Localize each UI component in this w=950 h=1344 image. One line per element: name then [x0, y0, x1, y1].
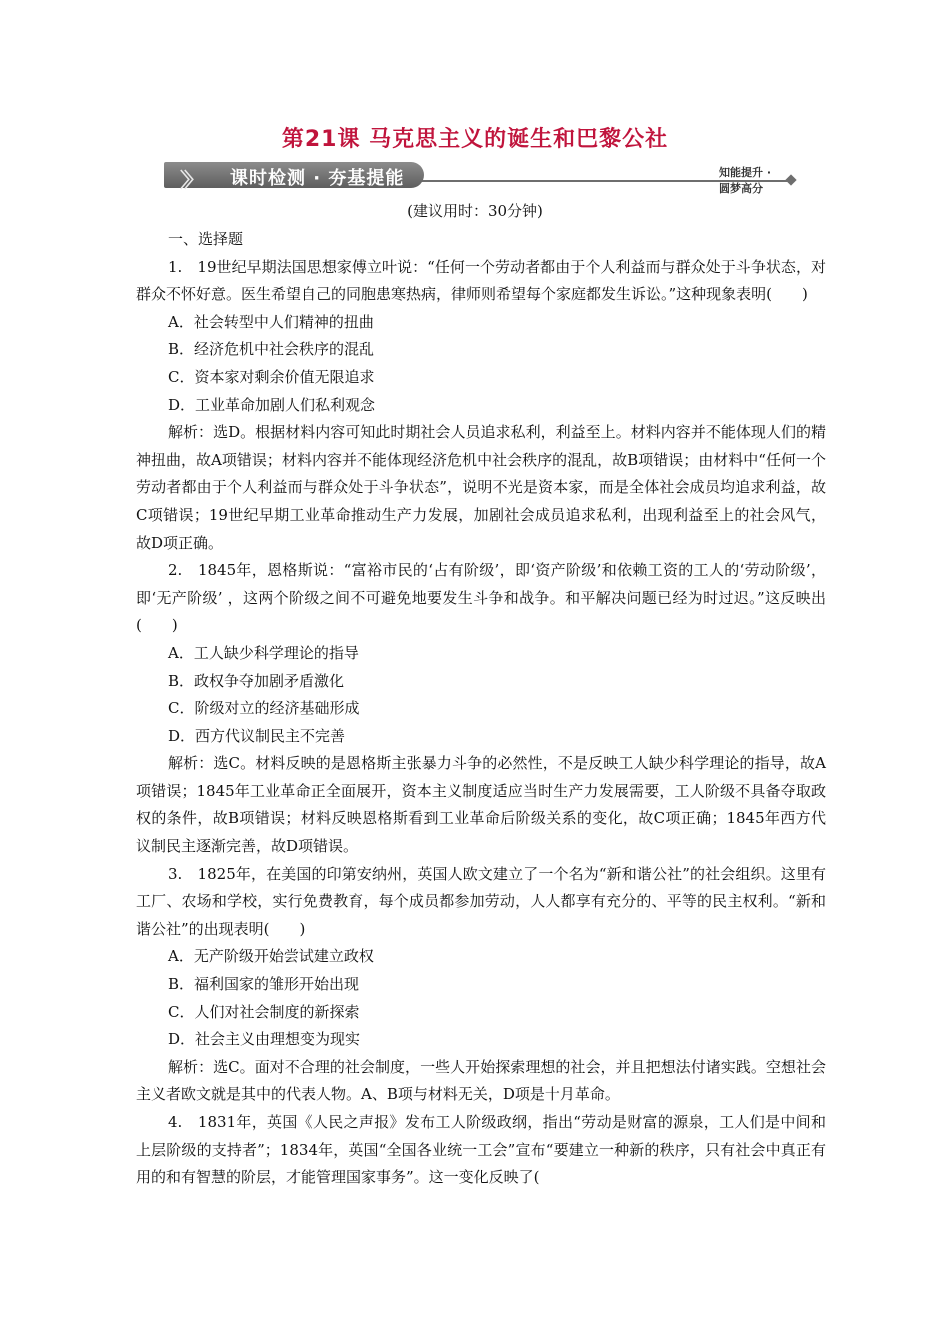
page-title: 第21课 马克思主义的诞生和巴黎公社	[281, 127, 669, 152]
question-2-analysis: 解析：选C。材料反映的是恩格斯主张暴力斗争的必然性，不是反映工人缺少科学理论的指导，故A项错误；1845年工业革命正全面展开，资本主义制度适应当时生产力发展需要，工人阶级不具备夺取政权的条件，故B项错误；材料反映恩格斯看到工业革命后阶级关系的变化，故C项正确；1845年西方代议制民主逐渐完善，故D项错误。	[136, 754, 826, 856]
question-2-option-a: A．工人缺少科学理论的指导	[168, 643, 359, 662]
banner-tab	[164, 162, 424, 192]
question-3-option-a: A．无产阶级开始尝试建立政权	[168, 947, 374, 966]
question-2-option-c: C．阶级对立的经济基础形成	[168, 699, 360, 718]
question-1-stem: 1. 19世纪早期法国思想家傅立叶说：“任何一个劳动者都由于个人利益而与群众处于斗争状态，对群众不怀好意。医生希望自己的同胞患寒热病，律师则希望每个家庭都发生诉讼。”这种现象表明( )	[136, 257, 826, 304]
question-1-option-b: B．经济危机中社会秩序的混乱	[168, 340, 375, 359]
time-suggestion: (建议用时：30分钟)	[407, 202, 543, 220]
question-4-stem: 4. 1831年，英国《人民之声报》发布工人阶级政纲，指出“劳动是财富的源泉，工人们是中间和上层阶级的支持者”；1834年，英国“全国各业统一工会”宣布“要建立一种新的秩序，只有社会中真正有用的和有智慧的阶层，才能管理国家事务”。这一变化反映了(	[136, 1113, 826, 1187]
question-3-option-b: B．福利国家的雏形开始出现	[168, 975, 360, 994]
diamond-icon	[785, 174, 796, 185]
banner-left-text: 课时检测 · 夯基提能	[230, 168, 405, 189]
question-1-analysis: 解析：选D。根据材料内容可知此时期社会人员追求私利，利益至上。材料内容并不能体现人们的精神扭曲，故A项错误；材料内容并不能体现经济危机中社会秩序的混乱，故B项错误；由材料中“任何一个劳动者都由于个人利益而与群众处于斗争状态”，说明不光是资本家，而是全体社会成员均追求利益，故C项错误；19世纪早期工业革命推动生产力发展，加剧社会成员追求私利，出现利益至上的社会风气，故D项正确。	[136, 423, 826, 552]
section-banner	[164, 162, 784, 195]
question-3-analysis: 解析：选C。面对不合理的社会制度，一些人开始探索理想的社会，并且把想法付诸实践。空想社会主义者欧文就是其中的代表人物。A、B项与材料无关，D项是十月革命。	[136, 1057, 826, 1104]
banner-right-text: 知能提升 · 圆梦高分	[719, 166, 772, 195]
question-3-option-c: C．人们对社会制度的新探索	[168, 1002, 360, 1021]
question-1-option-d: D．工业革命加剧人们私利观念	[168, 395, 376, 414]
question-1-option-c: C．资本家对剩余价值无限追求	[168, 367, 375, 386]
question-2-option-b: B．政权争夺加剧矛盾激化	[168, 671, 345, 690]
question-2-stem: 2. 1845年，恩格斯说：“富裕市民的‘占有阶级’，即‘资产阶级’和依赖工资的工人的‘劳动阶级’，即‘无产阶级’ ，这两个阶级之间不可避免地要发生斗争和战争。和平解决问题已经为时过迟。”这反映出( )	[136, 561, 826, 635]
question-content	[136, 226, 826, 1192]
section-heading: 一、选择题	[168, 230, 244, 248]
double-chevron-icon: 〉〉	[180, 168, 198, 192]
question-3-option-d: D．社会主义由理想变为现实	[168, 1030, 361, 1049]
question-3-stem: 3. 1825年，在美国的印第安纳州，英国人欧文建立了一个名为“新和谐公社”的社会组织。这里有工厂、农场和学校，实行免费教育，每个成员都参加劳动，人人都享有充分的、平等的民主权利。“新和谐公社”的出现表明( )	[136, 864, 826, 938]
question-1-option-a: A．社会转型中人们精神的扭曲	[168, 312, 374, 331]
question-2-option-d: D．西方代议制民主不完善	[168, 726, 346, 745]
